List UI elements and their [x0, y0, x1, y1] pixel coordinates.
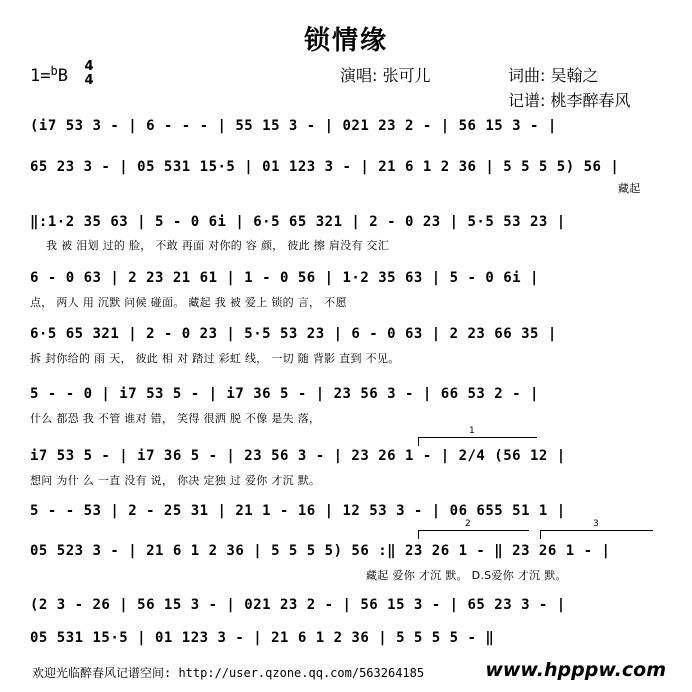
score-row-2: 65 23 3 - | 05 531 15·5 | 01 123 3 - | 21 6 1 2 36 | 5 5 5 5) 56 | — [30, 159, 620, 175]
volta-bracket-3 — [540, 519, 653, 539]
footer-watermark: www.hpppw.com — [485, 659, 666, 681]
time-signature — [82, 60, 96, 88]
key-note: B — [57, 66, 68, 86]
lyric-row-7: 想问 为什 么 一直 没有 说， 你决 定独 过 爱你 才沉 默。 — [30, 474, 321, 487]
score-row-3: ‖:1·2 35 63 | 5 - 0 6i | 6·5 65 321 | 2 - 0 23 | 5·5 53 23 | — [30, 214, 566, 230]
score-row-7: i7 53 5 - | i7 36 5 - | 23 56 3 - | 23 26 1 - | 2/4 (56 12 | — [30, 448, 566, 464]
score-row-6: 5 - - 0 | i7 53 5 - | i7 36 5 - | 23 56 3 - | 66 53 2 - | — [30, 386, 539, 402]
key-prefix: 1= — [30, 66, 51, 86]
lyric-row-9: 藏起 爱你 才沉 默。 D.S爱你 才沉 默。 — [366, 569, 567, 582]
score-row-5: 6·5 65 321 | 2 - 0 23 | 5·5 53 23 | 6 - 0 63 | 2 23 66 35 | — [30, 326, 557, 342]
lyric-row-4: 点， 两人 用 沉默 问候 碰面。 藏起 我 被 爱上 锁的 言， 不愿 — [30, 296, 347, 309]
lyric-row-3: 我 被 泪划 过的 脸， 不敢 再面 对你的 容 颜， 彼此 擦 肩没有 交汇 — [46, 239, 390, 252]
song-title: 锁情缘 — [303, 26, 388, 56]
lyric-row-5: 拆 封你给的 雨 天， 彼此 相 对 踏过 彩虹 线， 一切 随 背影 直到 不见。 — [30, 352, 400, 365]
lyric-row-6: 什么 都恐 我 不管 谁对 错， 笑得 很洒 脱 不像 是失 落， — [30, 412, 321, 425]
score-row-9: 05 523 3 - | 21 6 1 2 36 | 5 5 5 5) 56 :‖ 23 26 1 - ‖ 23 26 1 - | — [30, 543, 611, 559]
time-signature-bottom: 4 — [84, 73, 94, 88]
score-row-10: (2 3 - 26 | 56 15 3 - | 021 23 2 - | 56 15 3 - | 65 23 3 - | — [30, 597, 566, 613]
transcriber-credit: 记谱: 桃李醉春风 — [508, 91, 631, 110]
volta-bracket-1 — [418, 426, 537, 446]
volta-label-1: 1 — [469, 426, 475, 436]
volta-label-2: 2 — [465, 519, 471, 529]
time-signature-top: 4 — [84, 59, 94, 74]
lyric-row-2: 藏起 — [618, 182, 641, 195]
flat-sign: b — [50, 64, 58, 78]
key-signature — [30, 64, 68, 86]
singer-credit: 演唱: 张可儿 — [340, 66, 431, 85]
volta-label-3: 3 — [593, 519, 599, 529]
footer-website-note: 欢迎光临醉春风记谱空间: http://user.qzone.qq.com/563264185 — [32, 666, 425, 680]
lyricist-composer-credit: 词曲: 吴翰之 — [508, 66, 599, 85]
score-row-4: 6 - 0 63 | 2 23 21 61 | 1 - 0 56 | 1·2 35 63 | 5 - 0 6i | — [30, 270, 539, 286]
volta-bracket-2 — [418, 519, 529, 539]
score-row-1: (i7 53 3 - | 6 - - - | 55 15 3 - | 021 23 2 - | 56 15 3 - | — [30, 118, 557, 134]
score-row-11: 05 531 15·5 | 01 123 3 - | 21 6 1 2 36 | 5 5 5 5 - ‖ — [30, 630, 495, 646]
score-row-8: 5 - - 53 | 2 - 25 31 | 21 1 - 16 | 12 53 3 - | 06 655 51 1 | — [30, 503, 566, 519]
